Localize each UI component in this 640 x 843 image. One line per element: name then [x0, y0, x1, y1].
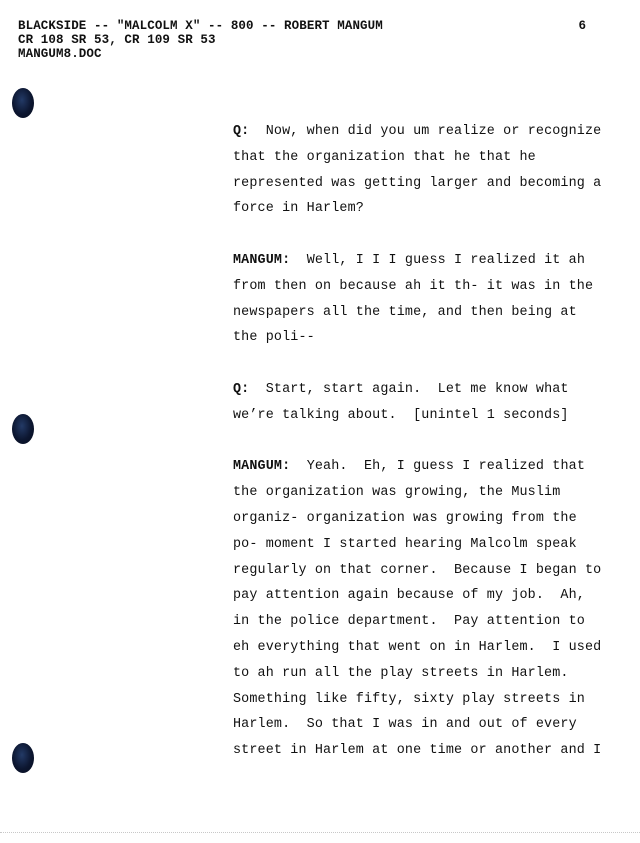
line-text: Well, I I I guess I realized it ah	[306, 252, 586, 268]
transcript-line: eh everything that went on in Harlem. I used	[233, 639, 602, 655]
transcript-line: po- moment I started hearing Malcolm speak	[233, 536, 577, 552]
transcript-line: represented was getting larger and becoming a	[233, 175, 602, 191]
page-number: 6	[578, 19, 586, 33]
speaker-label: MANGUM:	[233, 252, 291, 268]
punch-hole-icon	[12, 414, 34, 444]
transcript-paragraph	[233, 454, 605, 764]
transcript-line: Harlem. So that I was in and out of every	[233, 717, 577, 733]
transcript-line: street in Harlem at one time or another and I	[233, 743, 602, 759]
transcript-body	[233, 119, 605, 790]
transcript-line: that the organization that he that he	[233, 149, 536, 165]
header-line: BLACKSIDE -- "MALCOLM X" -- 800 -- ROBERT MANGUM	[18, 19, 383, 33]
header-line: CR 108 SR 53, CR 109 SR 53	[18, 33, 216, 47]
transcript-line: the organization was growing, the Muslim	[233, 485, 561, 501]
transcript-line	[233, 454, 605, 480]
transcript-paragraph	[233, 377, 605, 429]
speaker-label: Q:	[233, 381, 250, 397]
speaker-label: Q:	[233, 124, 250, 139]
transcript-line	[233, 248, 605, 274]
line-text: Yeah. Eh, I guess I realized that	[306, 459, 586, 475]
scan-edge-divider	[0, 832, 640, 833]
transcript-line: newspapers all the time, and then being at	[233, 304, 577, 320]
transcript-line: to ah run all the play streets in Harlem.	[233, 665, 569, 681]
punch-hole-icon	[12, 88, 34, 118]
transcript-paragraph	[233, 248, 605, 351]
transcript-line: organiz- organization was growing from the	[233, 510, 577, 526]
document-header	[18, 19, 383, 61]
line-text: Now, when did you um realize or recognize	[265, 124, 602, 139]
transcript-line: from then on because ah it th- it was in the	[233, 278, 594, 294]
line-text: Start, start again. Let me know what	[265, 381, 569, 397]
header-line: MANGUM8.DOC	[18, 47, 102, 61]
transcript-line: regularly on that corner. Because I began to	[233, 562, 602, 578]
transcript-line: in the police department. Pay attention to	[233, 614, 585, 630]
transcript-line: Something like fifty, sixty play streets in	[233, 691, 585, 707]
speaker-label: MANGUM:	[233, 459, 291, 475]
transcript-line: pay attention again because of my job. Ah,	[233, 588, 585, 604]
transcript-line: we’re talking about. [unintel 1 seconds]	[233, 407, 569, 423]
punch-hole-icon	[12, 743, 34, 773]
transcript-line	[233, 119, 605, 145]
transcript-paragraph	[233, 119, 605, 222]
transcript-line	[233, 377, 605, 403]
transcript-line: force in Harlem?	[233, 201, 364, 217]
transcript-line: the poli--	[233, 330, 315, 346]
